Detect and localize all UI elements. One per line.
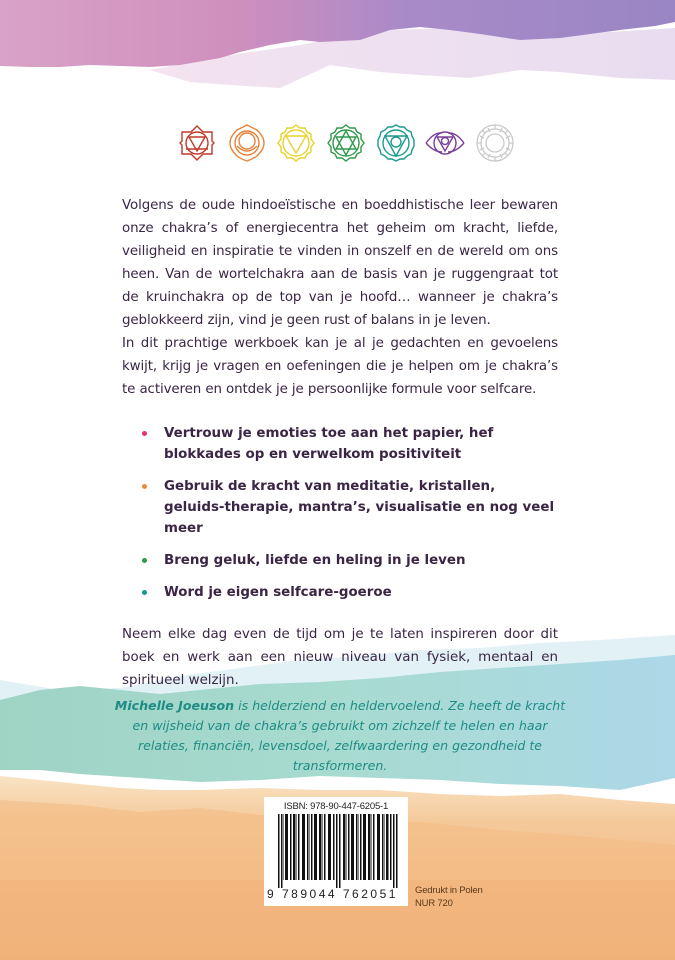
intro-text xyxy=(122,194,558,401)
author-bio xyxy=(108,696,572,776)
bullet-dot-icon xyxy=(142,431,147,436)
barcode-icon xyxy=(278,814,398,888)
list-item xyxy=(122,476,558,539)
author-name: Michelle Joeuson xyxy=(114,698,235,713)
chakra-icon-row xyxy=(176,121,516,165)
back-cover-text xyxy=(122,194,558,692)
list-item-text: Vertrouw je emoties toe aan het papier, hef blokkades op en verwelkom positiviteit xyxy=(164,426,494,462)
list-item xyxy=(122,423,558,465)
list-item xyxy=(122,550,558,571)
bullet-dot-icon xyxy=(142,484,147,489)
sacral-chakra-icon xyxy=(226,122,268,164)
list-item xyxy=(122,582,558,603)
outro-text: Neem elke dag even de tijd om je te laten inspireren door dit boek en werk aan een nieuw niveau van fysiek, mentaal en spiritueel welzijn. xyxy=(122,627,558,688)
crown-chakra-icon xyxy=(474,122,516,164)
author-bio-text: is helderziend en heldervoelend. Ze heeft de kracht en wijsheid van de chakra’s gebruikt om zichzelf te helen en haar relaties, financiën, levensdoel, zelfwaardering en gezondheid te transformeren. xyxy=(132,698,566,773)
throat-chakra-icon xyxy=(375,122,417,164)
list-item-text: Word je eigen selfcare-goeroe xyxy=(164,585,392,600)
print-info xyxy=(415,884,483,910)
heart-chakra-icon xyxy=(325,122,367,164)
list-item-text: Gebruik de kracht van meditatie, kristallen, geluids-therapie, mantra’s, visualisatie en nog veel meer xyxy=(164,479,555,536)
solar-plexus-chakra-icon xyxy=(275,122,317,164)
benefit-list xyxy=(122,423,558,603)
intro-paragraph-1: Volgens de oude hindoeïstische en boeddhistische leer bewaren onze chakra’s of energiecentra het geheim om kracht, liefde, veiligheid en inspiratie te vinden in onszelf en de wereld om ons heen. Van de wortelchakra aan de basis van je ruggengraat tot de kruinchakra op de top van je hoofd… wanneer je chakra’s geblokkeerd zijn, vind je geen rust of balans in je leven. xyxy=(122,198,558,328)
bullet-dot-icon xyxy=(142,590,147,595)
isbn-label: ISBN: 978-90-447-6205-1 xyxy=(283,801,389,812)
root-chakra-icon xyxy=(176,122,218,164)
third-eye-chakra-icon xyxy=(424,122,466,164)
bullet-dot-icon xyxy=(142,558,147,563)
ean-number: 9 789044 762051 xyxy=(267,887,398,901)
nur-code: NUR 720 xyxy=(415,898,453,909)
printed-in-label: Gedrukt in Polen xyxy=(415,885,483,896)
list-item-text: Breng geluk, liefde en heling in je leven xyxy=(164,553,466,568)
isbn-barcode xyxy=(264,797,408,906)
intro-paragraph-2: In dit prachtige werkboek kan je al je gedachten en gevoelens kwijt, krijg je vragen en oefeningen die je helpen om je chakra’s te activeren en ontdek je je persoonlijke formule voor selfcare. xyxy=(122,336,558,397)
